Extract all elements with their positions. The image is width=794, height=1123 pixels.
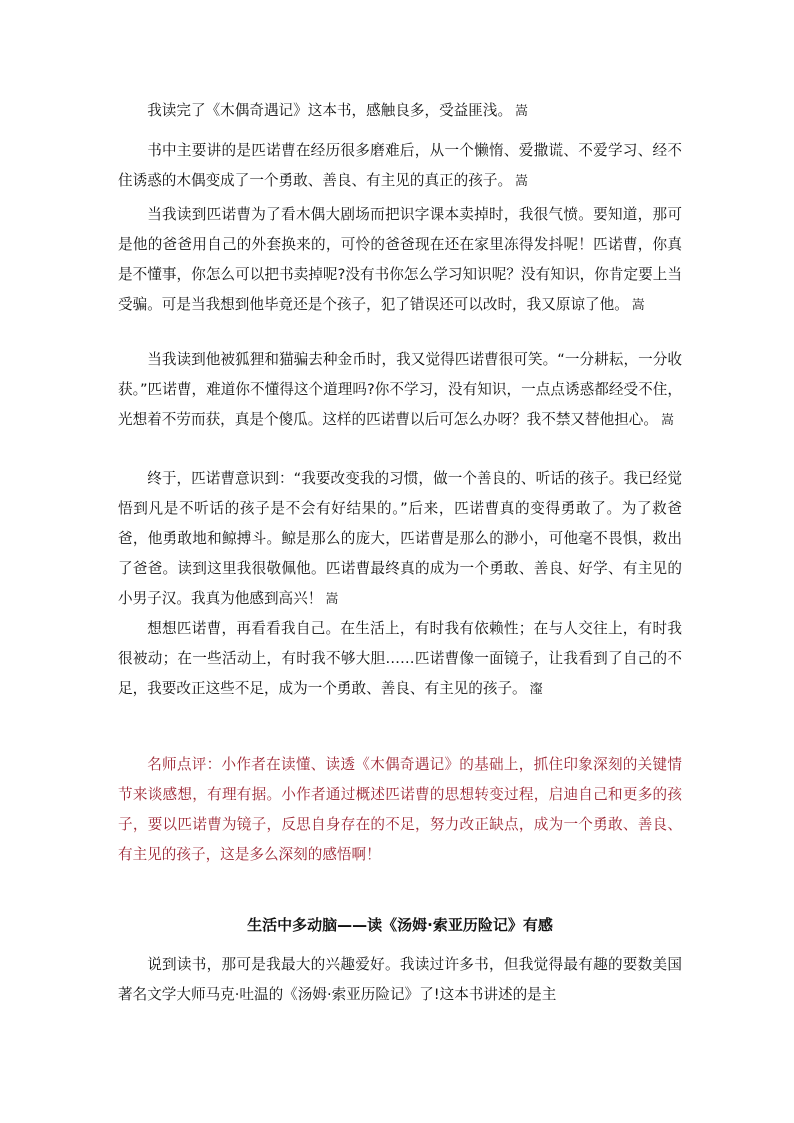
- teacher-comment: 名师点评：小作者在读懂、读透《木偶奇遇记》的基础上，抓住印象深刻的关键情节来谈感想，有理有据。小作者通过概述匹诺曹的思想转变过程，启迪自己和更多的孩子，要以匹诺曹为镜子，反思自身存在的不足，努力改正缺点，成为一个勇敢、善良、有主见的孩子，这是多么深刻的感悟啊！: [118, 756, 682, 863]
- paragraph-mark: 嵩: [631, 298, 645, 313]
- paragraph-text: 终于，匹诺曹意识到：“我要改变我的习惯，做一个善良的、听话的孩子。我已经觉悟到凡是不听话的孩子是不会有好结果的。”后来，匹诺曹真的变得勇敢了。为了救爸爸，他勇敢地和鲸搏斗。鲸是那么的庞大，匹诺曹是那么的渺小，可他毫不畏惧，救出了爸爸。读到这里我很敬佩他。匹诺曹最终真的成为一个勇敢、善良、好学、有主见的小男子汉。我真为他感到高兴！: [118, 470, 682, 607]
- paragraph-mark: 嵩: [660, 413, 674, 428]
- paragraph-6: [118, 614, 682, 705]
- section-title: 生活中多动脑——读《汤姆·索亚历险记》有感: [247, 916, 553, 934]
- paragraph-mark: 嵩: [325, 592, 339, 607]
- paragraph-5: [118, 464, 682, 615]
- paragraph-mark: 瀣: [529, 682, 543, 697]
- paragraph-text: 当我读到他被狐狸和猫骗去种金币时，我又觉得匹诺曹很可笑。“一分耕耘，一分收获。”匹诺曹，难道你不懂得这个道理吗?你不学习，没有知识，一点点诱惑都经受不住，光想着不劳而获，真是个傻瓜。这样的匹诺曹以后可怎么办呀？我不禁又替他担心。: [118, 351, 682, 428]
- section-paragraph: 说到读书，那可是我最大的兴趣爱好。我读过许多书，但我觉得最有趣的要数美国著名文学大师马克·吐温的《汤姆·索亚历险记》了!这本书讲述的是主: [118, 956, 682, 1003]
- paragraph-text: 想想匹诺曹，再看看我自己。在生活上，有时我有依赖性；在与人交往上，有时我很被动；在一些活动上，有时我不够大胆……匹诺曹像一面镜子，让我看到了自己的不足，我要改正这些不足，成为一个勇敢、善良、有主见的孩子。: [118, 620, 682, 697]
- paragraph-mark: 嵩: [515, 174, 529, 189]
- paragraph-text: 我读完了《木偶奇遇记》这本书，感触良多，受益匪浅。: [147, 102, 513, 119]
- paragraph-1: [118, 96, 682, 127]
- paragraph-text: 书中主要讲的是匹诺曹在经历很多磨难后，从一个懒惰、爱撒谎、不爱学习、经不住诱惑的木偶变成了一个勇敢、善良、有主见的真正的孩子。: [118, 142, 682, 189]
- paragraph-text: 当我读到匹诺曹为了看木偶大剧场而把识字课本卖掉时，我很气愤。要知道，那可是他的爸爸用自己的外套换来的，可怜的爸爸现在还在家里冻得发抖呢！匹诺曹，你真是不懂事，你怎么可以把书卖掉呢?没有书你怎么学习知识呢？没有知识，你肯定要上当受骗。可是当我想到他毕竟还是个孩子，犯了错误还可以改时，我又原谅了他。: [118, 206, 682, 313]
- paragraph-3: [118, 200, 682, 321]
- paragraph-mark: 嵩: [515, 104, 529, 119]
- paragraph-2: [118, 136, 682, 197]
- paragraph-4: [118, 345, 682, 436]
